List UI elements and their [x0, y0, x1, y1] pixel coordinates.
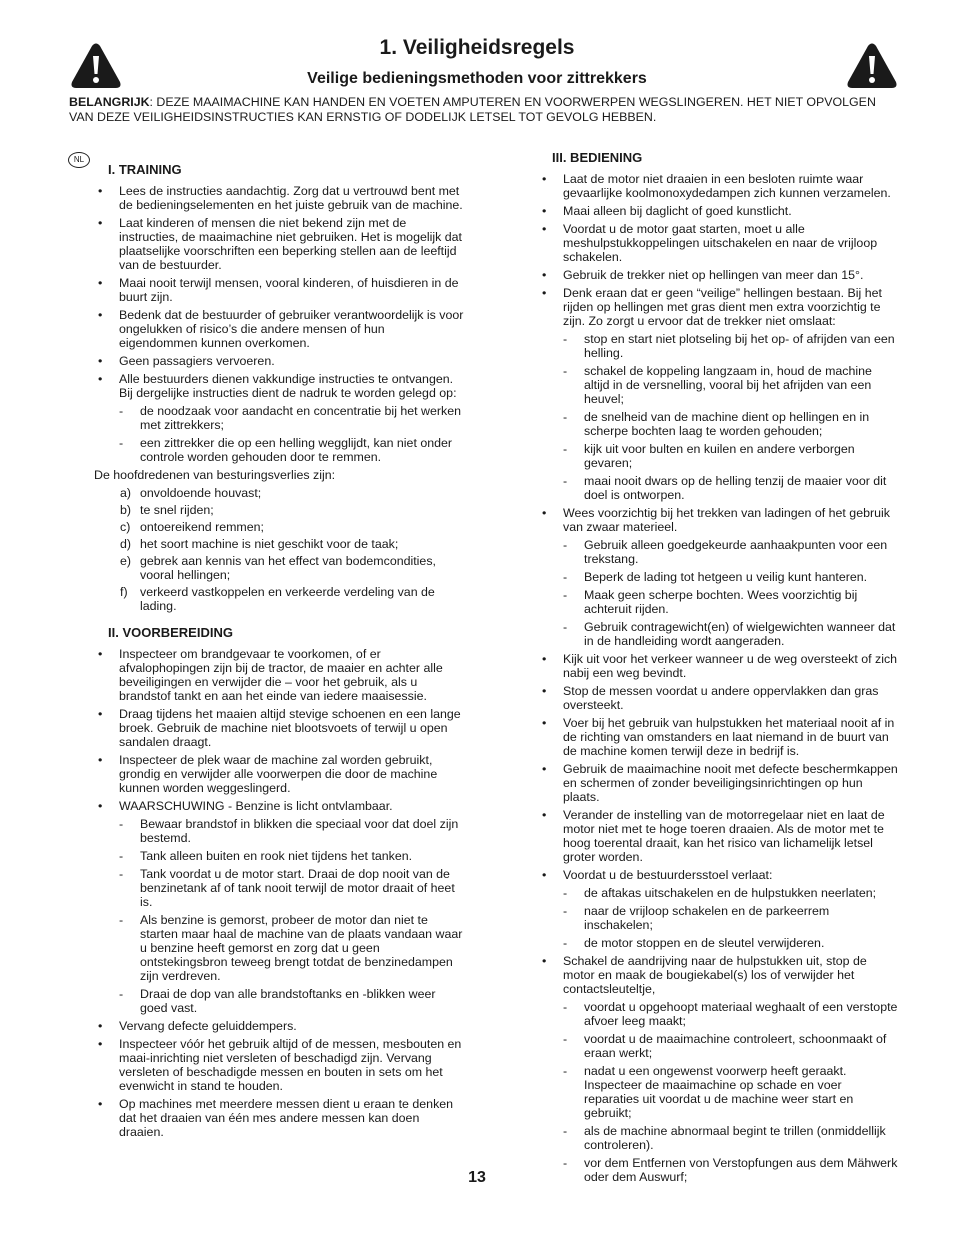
list-item-text: het soort machine is niet geschikt voor de taak; [140, 537, 399, 551]
list-item [70, 585, 465, 613]
sub-list-item: - naar de vrijloop schakelen en de parkeerrem inschakelen; [563, 904, 900, 932]
list-item-label: a) [120, 486, 132, 500]
sub-list-item: - de motor stoppen en de sleutel verwijderen. [563, 936, 900, 950]
list-item: • Op machines met meerdere messen dient u eraan te denken dat het draaien van één mes andere messen kan doen draaien. [70, 1097, 465, 1139]
operation-list [514, 172, 900, 1184]
list-item: • Draag tijdens het maaien altijd stevige schoenen en een lange broek. Gebruik de machine niet blootsvoets of terwijl u open sandalen draagt. [70, 707, 465, 749]
list-item: • Gebruik de maaimachine nooit met defecte beschermkappen en schermen of zonder beveiligingsinrichtingen op hun plaats. [514, 762, 900, 804]
list-item-label: c) [120, 520, 131, 534]
sub-list-item: - als de machine abnormaal begint te trillen (onmiddellijk controleren). [563, 1124, 900, 1152]
list-item: • Inspecteer de plek waar de machine zal worden gebruikt, grondig en verwijder alle voorwerpen die door de machine kunnen worden weggeslingerd. [70, 753, 465, 795]
page-subtitle: Veilige bedieningsmethoden voor zittrekkers [307, 70, 647, 87]
list-item-text: onvoldoende houvast; [140, 486, 262, 500]
list-item [70, 537, 465, 551]
left-column [70, 150, 465, 1143]
list-item: • Voordat u de motor gaat starten, moet u alle meshulpstukkoppelingen uitschakelen en naar de vrijloop schakelen. [514, 222, 900, 264]
sub-list-item: - vor dem Entfernen von Verstopfungen aus dem Mähwerk oder dem Auswurf; [563, 1156, 900, 1184]
section-title-preparation: II. VOORBEREIDING [108, 625, 233, 640]
list-item-label: e) [120, 554, 132, 568]
list-item-text: verkeerd vastkoppelen en verkeerde verdeling van de lading. [140, 585, 435, 613]
list-item-text: Alle bestuurders dienen vakkundige instructies te ontvangen. Bij dergelijke instructies dient de nadruk te worden gelegd op: [119, 372, 457, 400]
fuel-sublist [119, 817, 465, 1015]
list-item [70, 799, 465, 1015]
list-item: • Lees de instructies aandachtig. Zorg dat u vertrouwd bent met de bedieningselementen en het juiste gebruik van de machine. [70, 184, 465, 212]
sub-list-item: - Draai de dop van alle brandstoftanks en -blikken weer goed vast. [119, 987, 465, 1015]
list-item: • Maai alleen bij daglicht of goed kunstlicht. [514, 204, 900, 218]
list-item-text: ontoereikend remmen; [140, 520, 264, 534]
list-item [514, 954, 900, 1184]
list-item-label: b) [120, 503, 132, 517]
list-item: • Geen passagiers vervoeren. [70, 354, 465, 368]
list-item-text: Voordat u de bestuurdersstoel verlaat: [563, 868, 773, 882]
important-text: : DEZE MAAIMACHINE KAN HANDEN EN VOETEN AMPUTEREN EN VOORWERPEN WEGSLINGEREN. HET NIET OPVOLGEN VAN DEZE VEILIGHEIDSINSTRUCTIES KAN ERNSTIG OF DODELIJK LETSEL TOT GEVOLG HEBBEN. [69, 95, 876, 124]
list-item: • Vervang defecte geluiddempers. [70, 1019, 465, 1033]
sub-list-item: - stop en start niet plotseling bij het op- of afrijden van een helling. [563, 332, 900, 360]
list-item [70, 503, 465, 517]
list-item-text: gebrek aan kennis van het effect van bodemcondities, vooral hellingen; [140, 554, 436, 582]
list-item [514, 286, 900, 502]
list-item [70, 486, 465, 500]
list-item: • Kijk uit voor het verkeer wanneer u de weg oversteekt of zich nabij een weg bevindt. [514, 652, 900, 680]
list-item-text: Denk eraan dat er geen “veilige” hellingen bestaan. Bij het rijden op hellingen met gras dient men extra voorzichtig te zijn. Zo zorgt u ervoor dat de trekker niet omslaat: [563, 286, 882, 328]
sub-list-item: - Gebruik alleen goedgekeurde aanhaakpunten voor een trekstang. [563, 538, 900, 566]
sub-list-item: - Gebruik contragewicht(en) of wielgewichten wanneer dat in de handleiding wordt aangeraden. [563, 620, 900, 648]
list-item [514, 868, 900, 950]
right-column [514, 150, 900, 1188]
sub-list-item: - Maak geen scherpe bochten. Wees voorzichtig bij achteruit rijden. [563, 588, 900, 616]
list-item: • Voer bij het gebruik van hulpstukken het materiaal nooit af in de richting van omstanders en laat niemand in de buurt van de machine komen terwijl deze in bedrijf is. [514, 716, 900, 758]
list-item-label: f) [120, 585, 128, 599]
language-badge: NL [68, 152, 90, 168]
preparation-list [70, 647, 465, 1139]
list-item: • Verander de instelling van de motorregelaar niet en laat de motor niet met te hoge toeren draaien. Als de motor met te hoog toerental draait, kan het risico van lichamelijk letsel groter worden. [514, 808, 900, 864]
list-item [514, 506, 900, 648]
list-item [70, 554, 465, 582]
list-item: • Inspecteer vóór het gebruik altijd of de messen, mesbouten en maai-inrichting niet versleten of beschadigd zijn. Vervang versleten of beschadigde messen en bouten in sets om het evenwicht in stand te houden. [70, 1037, 465, 1093]
sub-list-item: - Tank voordat u de motor start. Draai de dop nooit van de benzinetank af of tank nooit terwijl de motor draait of heet is. [119, 867, 465, 909]
list-item: • Inspecteer om brandgevaar te voorkomen, of er afvalophopingen zijn bij de tractor, de maaier en achter alle beveiligingen en verwijder die – voor het gebruik, als u brandstof tankt en aan het einde van iedere maaisessie. [70, 647, 465, 703]
list-item: • Bedenk dat de bestuurder of gebruiker verantwoordelijk is voor ongelukken of risico’s die andere mensen of hun eigendommen kunnen overkomen. [70, 308, 465, 350]
disengage-sublist [563, 1000, 900, 1184]
list-item-text: Wees voorzichtig bij het trekken van ladingen of het gebruik van zwaar materieel. [563, 506, 890, 534]
list-item: • Gebruik de trekker niet op hellingen van meer dan 15°. [514, 268, 900, 282]
page-number: 13 [468, 1169, 486, 1186]
list-item-label: d) [120, 537, 132, 551]
sub-list-item: - de aftakas uitschakelen en de hulpstukken neerlaten; [563, 886, 900, 900]
list-item [70, 372, 465, 464]
important-label: BELANGRIJK [69, 95, 150, 109]
list-item: • Maai nooit terwijl mensen, vooral kinderen, of huisdieren in de buurt zijn. [70, 276, 465, 304]
sub-list-item: - Tank alleen buiten en rook niet tijdens het tanken. [119, 849, 465, 863]
list-item-text: Schakel de aandrijving naar de hulpstukken uit, stop de motor en maak de bougiekabel(s) los of verwijder het contactsleuteltje, [563, 954, 867, 996]
sub-list-item: - maai nooit dwars op de helling tenzij de maaier voor dit doel is ontworpen. [563, 474, 900, 502]
list-item: • Laat de motor niet draaien in een besloten ruimte waar gevaarlijke koolmonoxydedampen zich kunnen verzamelen. [514, 172, 900, 200]
sub-list-item: - een zittrekker die op een helling wegglijdt, kan niet onder controle worden gehouden door te remmen. [119, 436, 465, 464]
leave-seat-sublist [563, 886, 900, 950]
causes-list [70, 486, 465, 613]
sub-list-item: - Beperk de lading tot hetgeen u veilig kunt hanteren. [563, 570, 900, 584]
sub-list-item: - voordat u opgehoopt materiaal weghaalt of een verstopte afvoer leeg maakt; [563, 1000, 900, 1028]
slope-sublist [563, 332, 900, 502]
list-item: • Stop de messen voordat u andere oppervlakken dan gras oversteekt. [514, 684, 900, 712]
sub-list-item: - de noodzaak voor aandacht en concentratie bij het werken met zittrekkers; [119, 404, 465, 432]
list-item: • Laat kinderen of mensen die niet bekend zijn met de instructies, de maaimachine niet gebruiken. Het is mogelijk dat plaatselijke voorschriften een beperking stellen aan de leeftijd van de bestuurder. [70, 216, 465, 272]
causes-intro: De hoofdredenen van besturingsverlies zijn: [94, 468, 336, 482]
section-title-operation: III. BEDIENING [552, 150, 643, 165]
sub-list-item: - schakel de koppeling langzaam in, houd de machine altijd in de versnelling, vooral bij het afrijden van een heuvel; [563, 364, 900, 406]
sub-list-item: - de snelheid van de machine dient op hellingen en in scherpe bochten laag te worden gehouden; [563, 410, 900, 438]
load-sublist [563, 538, 900, 648]
important-notice [69, 95, 899, 124]
section-title-training: I. TRAINING [108, 162, 182, 177]
sub-list-item: - voordat u de maaimachine controleert, schoonmaakt of eraan werkt; [563, 1032, 900, 1060]
sub-list-item: - kijk uit voor bulten en kuilen en andere verborgen gevaren; [563, 442, 900, 470]
list-item-text: WAARSCHUWING - Benzine is licht ontvlambaar. [119, 799, 393, 813]
sub-list-item: - Bewaar brandstof in blikken die speciaal voor dat doel zijn bestemd. [119, 817, 465, 845]
sub-list-item: - Als benzine is gemorst, probeer de motor dan niet te starten maar haal de machine van de plaats vandaan waar u benzine heeft gemorst en zorg dat u geen ontstekingsbron teweeg brengt totdat de benzinedampen zijn verdreven. [119, 913, 465, 983]
page-title: 1. Veiligheidsregels [379, 36, 575, 59]
training-list [70, 184, 465, 464]
training-sublist [119, 404, 465, 464]
list-item-text: te snel rijden; [140, 503, 214, 517]
list-item [70, 520, 465, 534]
sub-list-item: - nadat u een ongewenst voorwerp heeft geraakt. Inspecteer de maaimachine op schade en voer reparaties uit voordat u de machine weer start en gebruikt; [563, 1064, 900, 1120]
